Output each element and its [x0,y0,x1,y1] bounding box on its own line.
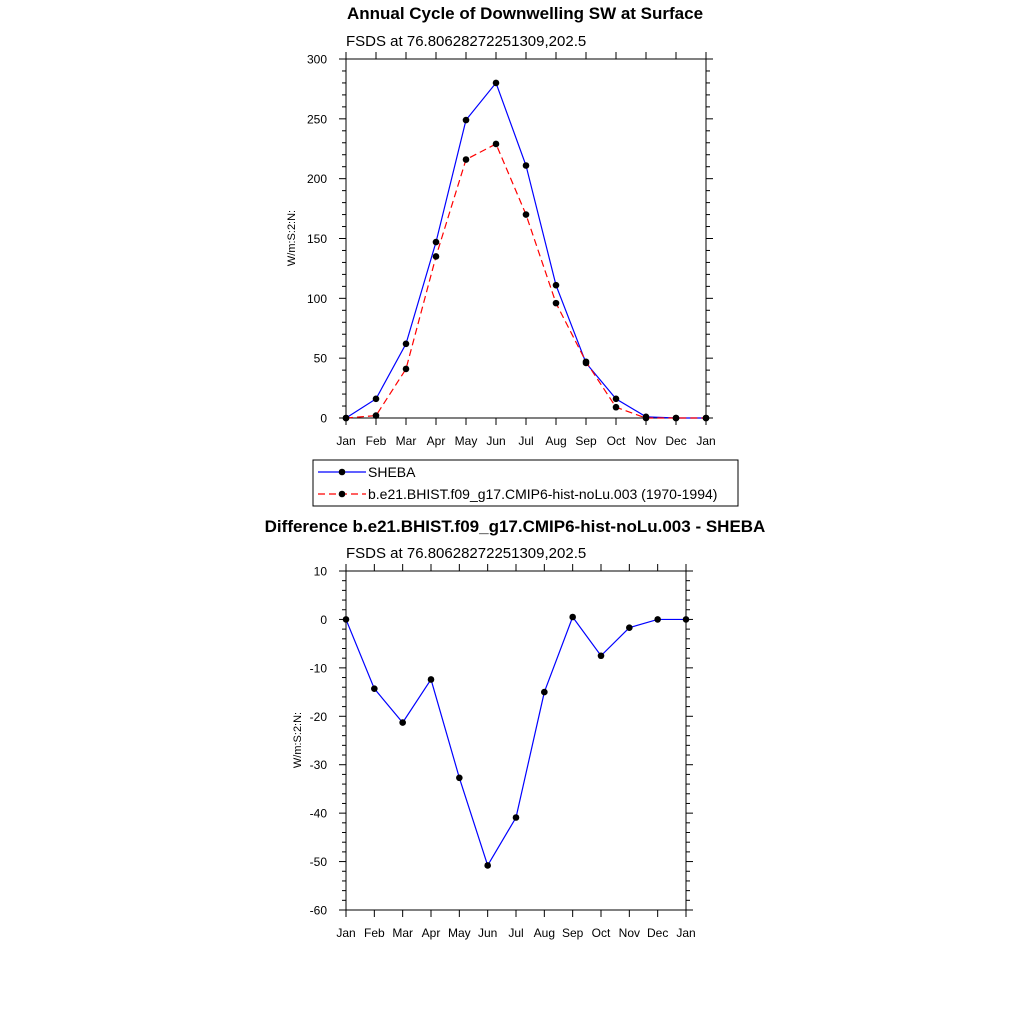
chart-title: Annual Cycle of Downwelling SW at Surface [346,4,704,23]
data-point [598,652,605,659]
data-point [613,404,620,411]
legend-marker-sheba [339,469,346,476]
series-line-secondary [346,144,706,418]
x-tick-label: Sep [575,434,597,448]
chart-subtitle: FSDS at 76.80628272251309,202.5 [346,545,587,562]
legend-label-sheba: SHEBA [368,464,416,480]
y-tick-label: 300 [306,52,327,67]
data-point [613,396,620,403]
x-tick-label: Jan [336,434,356,448]
x-tick-label: Dec [665,434,687,448]
y-tick-label: -50 [309,855,327,870]
data-point [399,719,406,726]
legend-entry-model [318,486,717,502]
y-axis-label: W/m:S:2:N: [286,209,298,267]
data-point [493,141,500,148]
data-point [673,415,680,422]
y-tick-label: -20 [309,709,327,724]
data-point [703,415,710,422]
series-line-primary [346,617,686,865]
y-tick-label: 100 [306,291,327,306]
x-tick-label: Feb [365,434,387,448]
data-point [569,614,576,621]
y-tick-label: 10 [313,564,327,579]
x-tick-label: Jun [486,434,506,448]
data-point [403,341,410,348]
x-tick-label: Jan [696,434,716,448]
x-tick-label: Jul [508,926,524,940]
data-point [371,685,378,692]
data-point [403,366,410,373]
x-tick-label: Sep [561,926,584,940]
x-tick-label: Jun [477,926,498,940]
data-point [523,162,530,169]
data-point [493,80,500,87]
x-tick-label: Mar [392,926,414,940]
x-tick-label: Feb [363,926,385,940]
x-tick-label: Jul [518,434,534,448]
y-tick-label: -10 [309,661,327,676]
data-point [541,689,548,696]
y-tick-label: 200 [306,172,327,187]
x-tick-label: Dec [646,926,669,940]
y-axis-label: W/m:S:2:N: [292,711,304,769]
legend-label-model: b.e21.BHIST.f09_g17.CMIP6-hist-noLu.003 (1970-1994) [368,486,718,502]
x-tick-label: May [447,926,471,940]
difference-chart [265,517,766,940]
x-tick-label: May [454,434,478,448]
data-point [373,412,380,419]
chart-title: Difference b.e21.BHIST.f09_g17.CMIP6-hist-noLu.003 - SHEBA [264,517,766,536]
data-point [343,415,350,422]
data-point [643,415,650,422]
x-tick-label: Nov [635,434,657,448]
y-tick-label: -40 [309,806,327,821]
x-tick-label: Nov [618,926,641,940]
data-point [553,300,560,307]
x-tick-label: Oct [591,926,611,940]
plot-frame [346,59,706,418]
x-tick-label: Oct [606,434,626,448]
x-tick-label: Aug [533,926,556,940]
annual-cycle-chart [286,4,738,506]
y-tick-label: 150 [306,232,327,246]
data-point [553,282,560,289]
data-point [513,814,520,821]
legend-marker-model [339,491,346,498]
data-point [484,862,491,869]
data-point [463,156,470,163]
data-point [626,624,633,631]
data-point [523,211,530,218]
x-tick-label: Aug [545,434,567,448]
data-point [683,616,690,623]
data-point [654,616,661,623]
data-point [343,616,350,623]
data-point [433,239,440,246]
x-tick-label: Apr [426,434,446,448]
series-line-primary [346,83,706,418]
y-tick-label: 0 [320,612,327,627]
data-point [583,358,590,365]
data-point [456,774,463,781]
x-tick-label: Apr [421,926,441,940]
y-tick-label: 250 [306,112,327,127]
y-tick-label: -60 [309,903,327,918]
data-point [373,396,380,403]
plot-frame [346,571,686,910]
chart-subtitle: FSDS at 76.80628272251309,202.5 [346,33,587,50]
legend [313,460,738,506]
x-tick-label: Jan [336,926,356,940]
x-tick-label: Jan [676,926,696,940]
x-tick-label: Mar [395,434,417,448]
data-point [428,676,435,683]
data-point [463,117,470,124]
y-tick-label: 50 [313,351,327,366]
data-point [433,253,440,260]
y-tick-label: -30 [309,758,327,773]
y-tick-label: 0 [320,411,327,426]
